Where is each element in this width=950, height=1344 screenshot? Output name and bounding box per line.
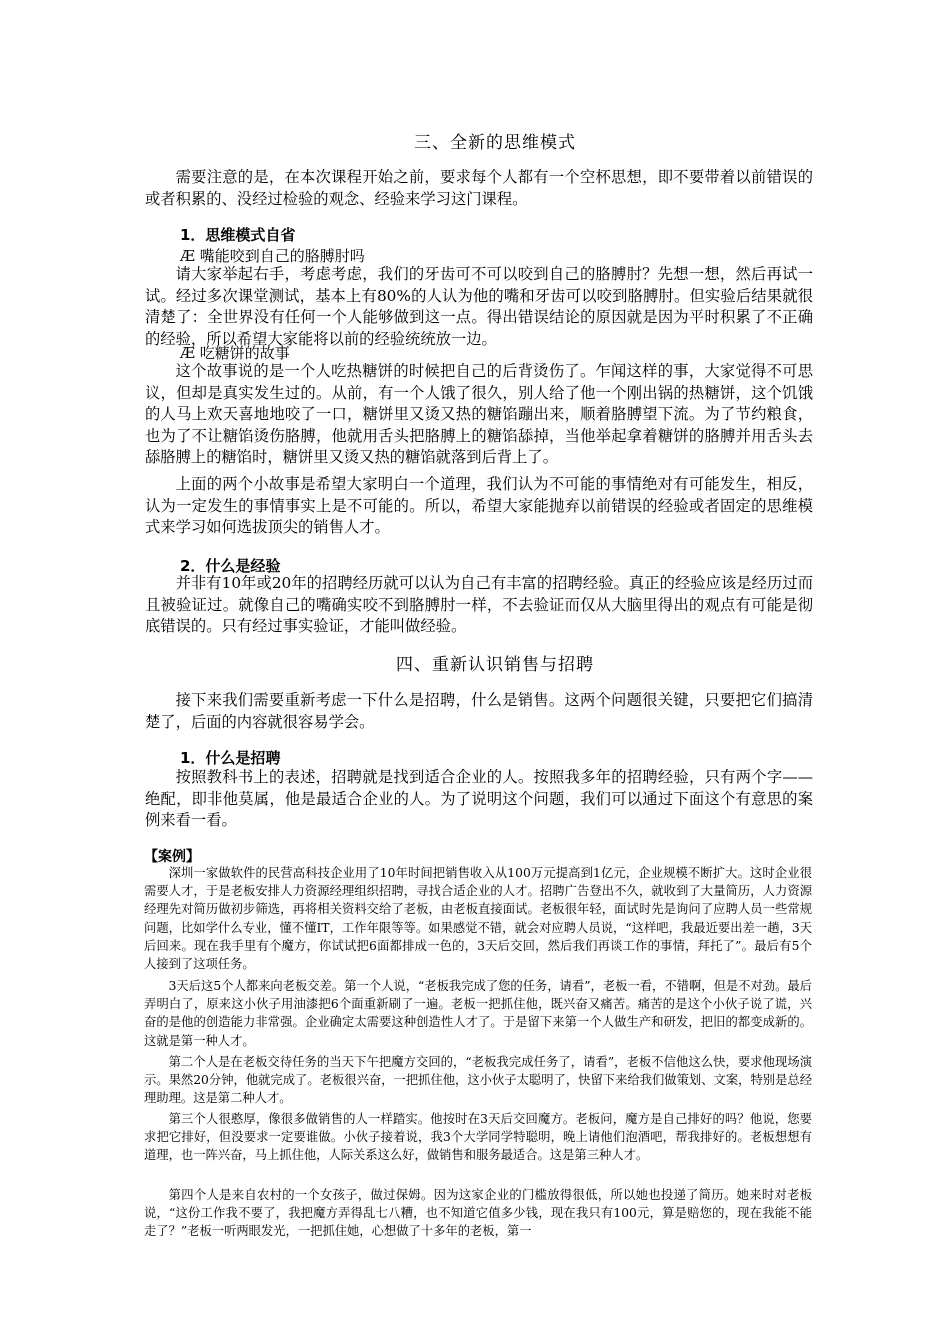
case-paragraph-2: 3天后这5个人都来向老板交差。第一个人说，“老板我完成了您的任务，请看”，老板一看，不错啊，但是不对劲。最后弄明白了，原来这小伙子用油漆把6个面重新刷了一遍。老板一把抓住他，既兴奋又痛苦。痛苦的是这个小伙子说了谎，兴奋的是他的创造能力非常强。企业确定太需要这种创造性人才了。于是留下来第一个人做生产和研发，把旧的都变成新的。这就是第一种人才。 [144, 979, 812, 1048]
para-elbow-test: 请大家举起右手，考虑考虑，我们的牙齿可不可以咬到自己的胳膊肘？先想一想，然后再试一试。经过多次课堂测试，基本上有80%的人认为他的嘴和牙齿可以咬到胳膊肘。但实验后结果就很清楚了：全世界没有任何一个人能够做到这一点。得出错误结论的原因就是因为平时积累了不正确的经验，所以希望大家能将以前的经验统统放一边。 [145, 265, 813, 348]
case-paragraph-5: 第四个人是来自农村的一个女孩子，做过保姆。因为这家企业的门槛放得很低，所以她也投递了简历。她来时对老板说，“这份工作我不要了，我把魔方弄得乱七八糟，也不知道它值多少钱，现在我只有100元，算是赔您的，现在我能不能走了？”老板一听两眼发光，一把抓住她，心想做了十多年的老板，第一 [144, 1188, 812, 1239]
subsection-title-thinking-reflection: 1．思维模式自省 [180, 226, 296, 244]
section-title-3: 三、全新的思维模式 [414, 133, 576, 153]
bullet-elbow-question: Æ 嘴能咬到自己的胳膊肘吗 [180, 247, 365, 265]
section-title-4: 四、重新认识销售与招聘 [396, 655, 594, 675]
subsection-title-what-is-recruitment: 1．什么是招聘 [180, 749, 281, 767]
para-two-stories-lesson: 上面的两个小故事是希望大家明白一个道理，我们认为不可能的事情绝对有可能发生，相反，认为一定发生的事情事实上是不可能的。所以，希望大家能抛弃以前错误的经验或者固定的思维模式来学习如何选拔顶尖的销售人才。 [145, 475, 813, 537]
case-paragraph-1: 深圳一家做软件的民营高科技企业用了10年时间把销售收入从100万元提高到1亿元，企业规模不断扩大。这时企业很需要人才，于是老板安排人力资源经理组织招聘，寻找合适企业的人才。招聘广告登出不久，就收到了大量简历，人力资源经理先对简历做初步筛选，再将相关资料交给了老板，由老板直接面试。老板很年轻，面试时先是询问了应聘人员一些常规问题，比如学什么专业，懂不懂IT，工作年限等等。如果感觉不错，就会对应聘人员说，“这样吧，我最近要出差一趟，3天后回来。现在我手里有个魔方，你试试把6面都排成一色的，3天后交回，然后我们再谈工作的事情，拜托了”。最后有5个人接到了这项任务。 [144, 866, 812, 972]
case-paragraph-4: 第三个人很憨厚，像很多做销售的人一样踏实。他按时在3天后交回魔方。老板问，魔方是自己排好的吗？他说，您要求把它排好，但没要求一定要谁做。小伙子接着说，我3个大学同学特聪明，晚上请他们泡酒吧，帮我排好的。老板想想有道理，也一阵兴奋，马上抓住他，人际关系这么好，做销售和服务最适合。这是第三种人才。 [144, 1112, 812, 1163]
section3-intro: 需要注意的是，在本次课程开始之前，要求每个人都有一个空杯思想，即不要带着以前错误的或者积累的、没经过检验的观念、经验来学习这门课程。 [145, 168, 813, 208]
case-tag: 【案例】 [144, 849, 200, 865]
para-what-is-experience: 并非有10年或20年的招聘经历就可以认为自己有丰富的招聘经验。真正的经验应该是经历过而且被验证过。就像自己的嘴确实咬不到胳膊肘一样，不去验证而仅从大脑里得出的观点有可能是彻底错误的。只有经过事实验证，才能叫做经验。 [145, 574, 813, 636]
case-paragraph-3: 第二个人是在老板交待任务的当天下午把魔方交回的，“老板我完成任务了，请看”，老板不信他这么快，要求他现场演示。果然20分钟，他就完成了。老板很兴奋，一把抓住他，这小伙子太聪明了，快留下来给我们做策划、文案，特别是总经理助理。这是第二种人才。 [144, 1055, 812, 1106]
para-sugar-cake-story: 这个故事说的是一个人吃热糖饼的时候把自己的后背烫伤了。乍闻这样的事，大家觉得不可思议，但却是真实发生过的。从前，有一个人饿了很久，别人给了他一个刚出锅的热糖饼，这个饥饿的人马上欢天喜地地咬了一口，糖饼里又烫又热的糖馅蹦出来，顺着胳膊望下流。为了节约粮食，也为了不让糖馅烫伤胳膊，他就用舌头把胳膊上的糖馅舔掉，当他举起拿着糖饼的胳膊并用舌头去舔胳膊上的糖馅时，糖饼里又烫又热的糖馅就落到后背上了。 [145, 362, 813, 467]
para-what-is-recruitment: 按照教科书上的表述，招聘就是找到适合企业的人。按照我多年的招聘经验，只有两个字——绝配，即非他莫属，他是最适合企业的人。为了说明这个问题，我们可以通过下面这个有意思的案例来看一看。 [145, 768, 813, 830]
section4-intro: 接下来我们需要重新考虑一下什么是招聘，什么是销售。这两个问题很关键，只要把它们搞清楚了，后面的内容就很容易学会。 [145, 691, 813, 731]
bullet-sugar-cake-story: Æ 吃糖饼的故事 [180, 344, 290, 362]
subsection-title-what-is-experience: 2．什么是经验 [180, 557, 281, 575]
